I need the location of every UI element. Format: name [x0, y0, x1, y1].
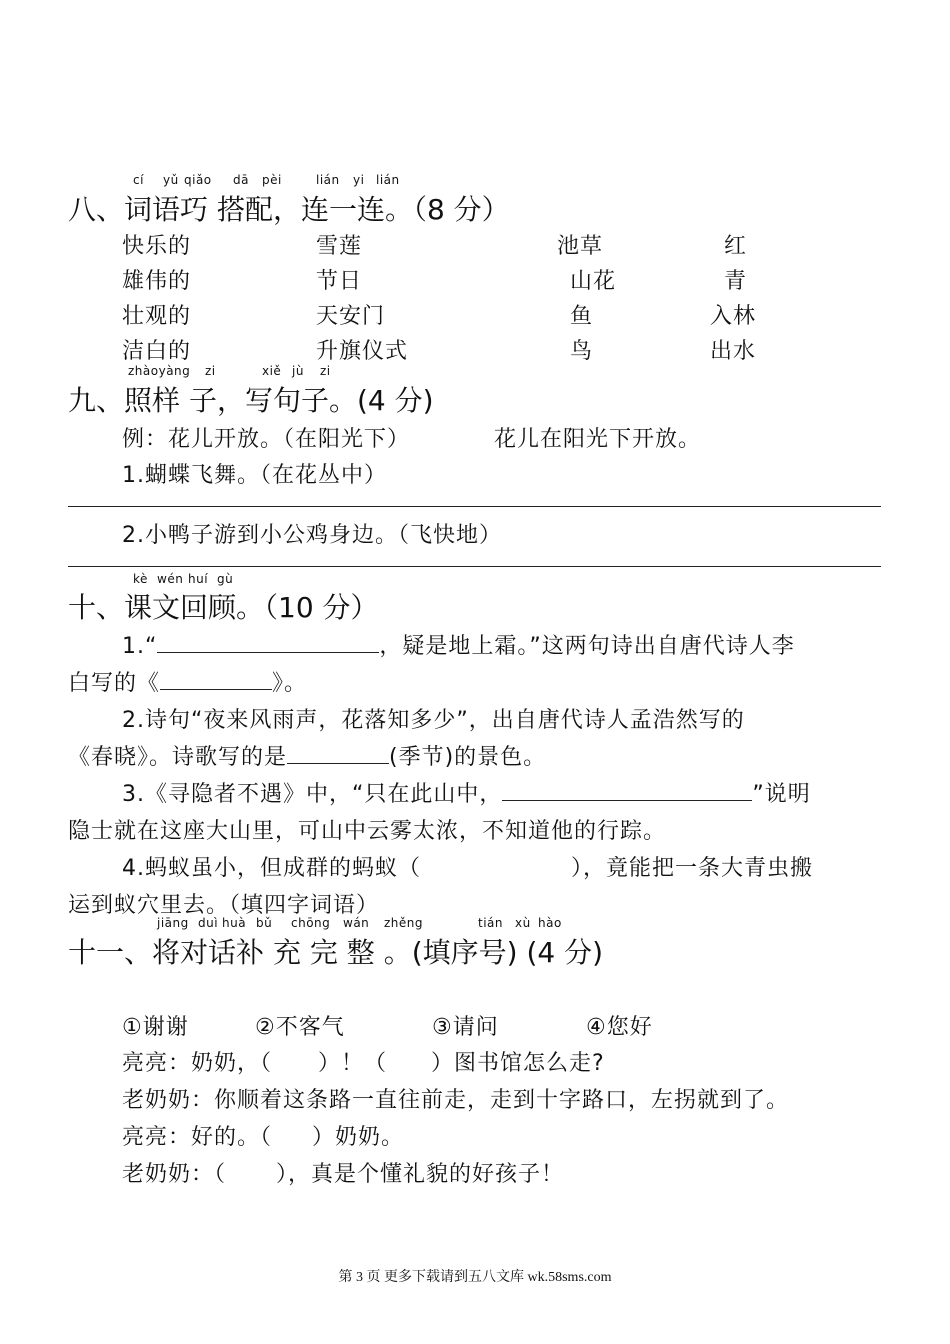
question-9-2: 2.小鸭子游到小公鸡身边。（飞快地） — [122, 523, 502, 548]
text: 亮亮：奶奶，（ — [122, 1051, 273, 1076]
text: ）图书馆怎么走? — [431, 1051, 605, 1076]
option-item: ③请问 — [432, 1015, 499, 1040]
pinyin: yi — [353, 173, 365, 187]
question-10-3-cont: 隐士就在这座大山里，可山中云雾太浓，不知道他的行踪。 — [68, 819, 667, 844]
pinyin: jiāng — [157, 916, 189, 930]
section11-heading — [68, 931, 603, 971]
text: 《春晓》。诗歌写的是 — [68, 745, 288, 770]
pinyin: kè — [133, 572, 148, 586]
pinyin: wén — [157, 572, 184, 586]
pinyin: lián — [316, 173, 340, 187]
pinyin: cí — [133, 173, 144, 187]
page-footer: 第 3 页 更多下载请到五八文库 wk.58sms.com — [338, 1270, 612, 1285]
fill-blank[interactable] — [287, 762, 389, 764]
dialogue-line-1 — [122, 1046, 605, 1077]
text: 1.“ — [122, 634, 158, 659]
fill-blank[interactable] — [157, 651, 379, 653]
pinyin: dā — [233, 173, 249, 187]
pinyin: qiǎo — [184, 173, 212, 187]
pinyin: lián — [376, 173, 400, 187]
pinyin: xù — [515, 916, 531, 930]
answer-line[interactable] — [68, 566, 881, 567]
match-item: 天安门 — [316, 304, 386, 329]
section-number: 九、 — [68, 384, 125, 417]
match-item: 洁白的 — [122, 339, 192, 364]
match-item: 青 — [724, 269, 748, 294]
pinyin: hào — [538, 916, 562, 930]
question-10-1-cont — [68, 666, 307, 697]
text: 老奶奶：（ — [122, 1162, 227, 1187]
match-item: 快乐的 — [122, 234, 192, 259]
text: ，疑是地上霜。”这两句诗出自唐代诗人李 — [379, 634, 795, 659]
answer-line[interactable] — [68, 506, 881, 507]
fill-blank[interactable] — [160, 688, 272, 690]
option-item: ①谢谢 — [122, 1015, 189, 1040]
fill-blank[interactable] — [502, 799, 752, 801]
match-item: 鱼 — [570, 304, 594, 329]
dialogue-line-3 — [122, 1120, 404, 1151]
match-item: 出水 — [710, 339, 757, 364]
dialogue-line-2: 老奶奶：你顺着这条路一直往前走，走到十字路口，左拐就到了。 — [122, 1088, 790, 1113]
heading-part: 充 — [272, 936, 301, 969]
question-10-3 — [122, 777, 811, 808]
match-item: 升旗仪式 — [316, 339, 409, 364]
match-item: 雪莲 — [316, 234, 363, 259]
pinyin: duì — [198, 916, 219, 930]
pinyin: yǔ — [163, 173, 179, 187]
pinyin: gù — [217, 572, 234, 586]
text: ），竟能把一条大青虫搬 — [571, 856, 814, 881]
text: 3.《寻隐者不遇》中，“只在此山中， — [122, 782, 503, 807]
dialogue-line-4 — [122, 1157, 564, 1188]
section-number: 八、 — [68, 193, 125, 226]
text: ），真是个懂礼貌的好孩子！ — [276, 1162, 565, 1187]
pinyin: huí — [188, 572, 209, 586]
question-10-1 — [122, 629, 795, 660]
heading-part: 照样 — [124, 384, 181, 417]
text: 亮亮：好的。（ — [122, 1125, 273, 1150]
example-answer: 花儿在阳光下开放。 — [494, 427, 702, 452]
text: ）！（ — [318, 1051, 388, 1076]
match-item: 山花 — [570, 269, 617, 294]
pinyin: xiě — [262, 364, 282, 378]
question-10-4 — [122, 851, 813, 882]
heading-part: 子，写句子。(4 分) — [188, 384, 434, 417]
match-item: 鸟 — [570, 339, 594, 364]
pinyin: zi — [205, 364, 216, 378]
pinyin: jù — [292, 364, 304, 378]
question-10-2: 2.诗句“夜来风雨声，花落知多少”，出自唐代诗人孟浩然写的 — [122, 708, 745, 733]
pinyin: wán — [343, 916, 370, 930]
text: 》。 — [272, 671, 308, 696]
heading-part: 搭配，连一连。（8 分） — [216, 193, 510, 226]
pinyin: chōng — [291, 916, 331, 930]
pinyin: zhàoyàng — [128, 364, 191, 378]
text: ）奶奶。 — [312, 1125, 405, 1150]
option-item: ②不客气 — [255, 1015, 345, 1040]
text: 4.蚂蚁虽小，但成群的蚂蚁（ — [122, 856, 421, 881]
match-item: 入林 — [710, 304, 757, 329]
heading-part: 课文回顾。（10 分） — [124, 591, 379, 624]
option-item: ④您好 — [586, 1015, 653, 1040]
section-number: 十一、 — [68, 936, 153, 969]
question-10-2-cont — [68, 740, 546, 771]
pinyin: zhěng — [384, 916, 424, 930]
pinyin: pèi — [262, 173, 282, 187]
section8-heading — [68, 188, 510, 228]
heading-part: 完 — [309, 936, 338, 969]
section-number: 十、 — [68, 591, 125, 624]
example-sentence: 例：花儿开放。（在阳光下） — [122, 427, 411, 452]
question-9-1: 1.蝴蝶飞舞。（在花丛中） — [122, 463, 387, 488]
text: ”说明 — [752, 782, 811, 807]
text: (季节)的景色。 — [389, 745, 547, 770]
heading-part: 词语巧 — [124, 193, 209, 226]
heading-part: 。(填序号) (4 分) — [383, 936, 604, 969]
text: 白写的《 — [68, 671, 161, 696]
question-10-4-cont: 运到蚁穴里去。（填四字词语） — [68, 893, 380, 918]
pinyin: huà — [222, 916, 247, 930]
match-item: 池草 — [557, 234, 604, 259]
match-item: 红 — [724, 234, 748, 259]
pinyin: bǔ — [256, 916, 273, 930]
heading-part: 将对话补 — [152, 936, 265, 969]
match-item: 雄伟的 — [122, 269, 192, 294]
match-item: 节日 — [316, 269, 363, 294]
section10-heading — [68, 586, 379, 626]
pinyin: tián — [478, 916, 503, 930]
pinyin: zi — [320, 364, 331, 378]
match-item: 壮观的 — [122, 304, 192, 329]
heading-part: 整 — [346, 936, 375, 969]
section9-heading — [68, 379, 434, 419]
